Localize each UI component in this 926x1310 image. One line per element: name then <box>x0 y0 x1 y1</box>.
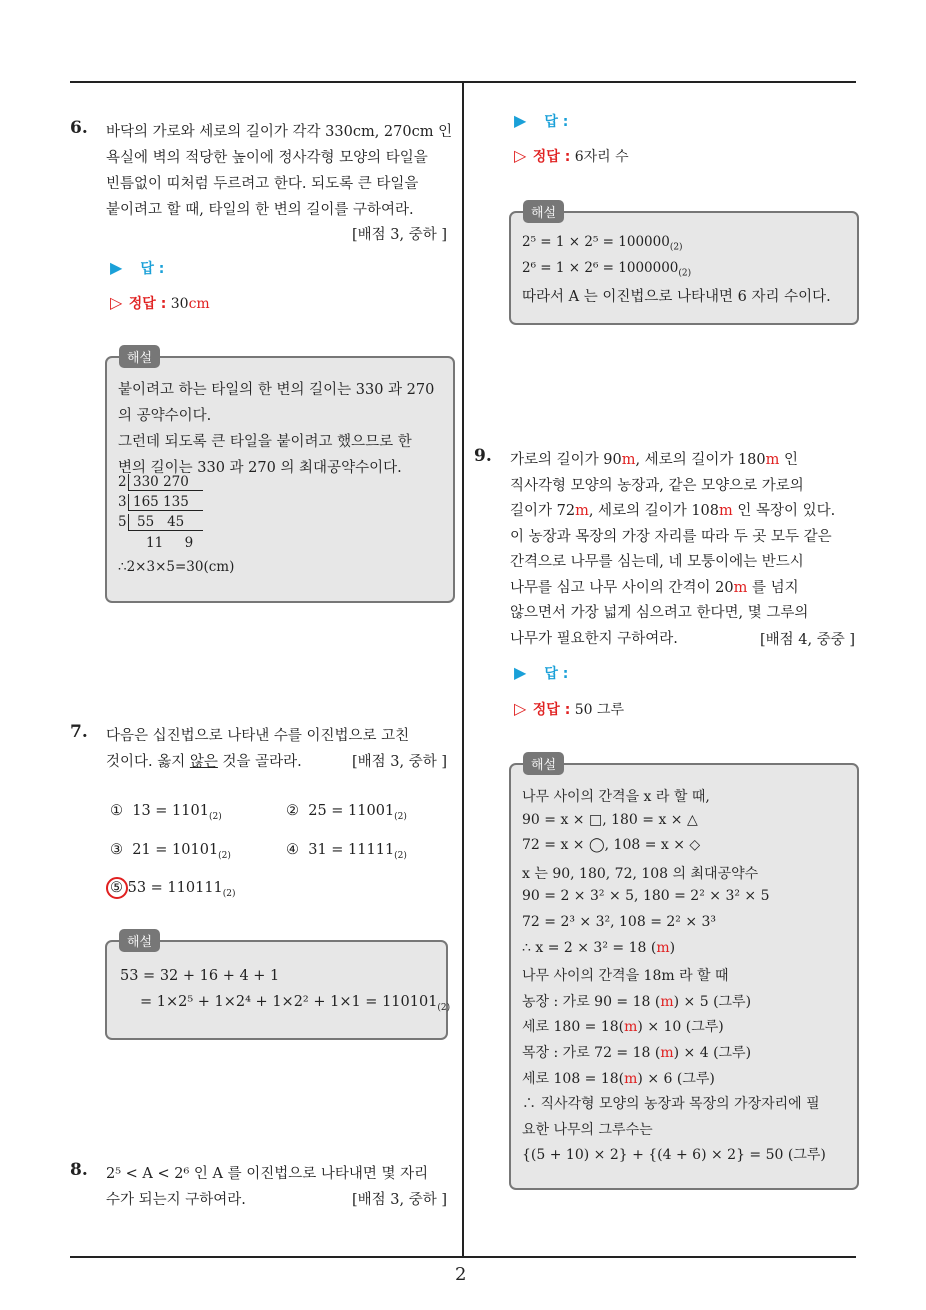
question-8-number: 8. <box>70 1160 88 1180</box>
explanation-line: 농장 : 가로 90 = 18 (m) × 5 (그루) <box>522 993 752 1010</box>
explanation-line: 요한 나무의 그루수는 <box>522 1121 653 1138</box>
explanation-line: 72 = 2³ × 3², 108 = 2² × 3³ <box>522 914 717 930</box>
question-7-text: 다음은 십진법으로 나타낸 수를 이진법으로 고친 <box>106 728 410 744</box>
explanation-line: 90 = x × □, 180 = x × △ <box>522 811 698 828</box>
question-9-line: 간격으로 나무를 심는데, 네 모퉁이에는 반드시 <box>510 554 804 570</box>
question-9-number: 9. <box>474 446 492 466</box>
explanation-line: 90 = 2 × 3² × 5, 180 = 2² × 3² × 5 <box>522 888 770 905</box>
play-icon: ▶ <box>110 258 123 277</box>
explanation-line: 목장 : 가로 72 = 18 (m) × 4 (그루) <box>522 1045 752 1061</box>
outline-triangle-icon: ▷ <box>110 293 123 312</box>
question-8-correct: ▷ 정답 : 6자리 수 <box>514 146 629 165</box>
question-6-text: 바닥의 가로와 세로의 길이가 각각 330cm, 270cm 인 <box>106 124 453 140</box>
question-8-text: 2⁵ < A < 2⁶ 인 A 를 이진법으로 나타내면 몇 자리 <box>106 1166 429 1182</box>
explanation-line: 의 공약수이다. <box>118 408 212 424</box>
explanation-tag: 해설 <box>119 345 160 368</box>
question-9-line: 나무를 심고 나무 사이의 간격이 20m 를 넘지 <box>510 579 799 596</box>
explanation-line: 그런데 되도록 큰 타일을 붙이려고 했으므로 한 <box>118 434 412 450</box>
question-6-text: 욕실에 벽의 적당한 높이에 정사각형 모양의 타일을 <box>106 150 428 166</box>
question-6-correct: ▷ 정답 : 30cm <box>110 293 210 312</box>
option-2[interactable]: ② $25 = 11001_{(2)}$ <box>286 803 407 822</box>
play-icon: ▶ <box>514 111 527 130</box>
outline-triangle-icon: ▷ <box>514 146 527 165</box>
bottom-rule <box>70 1256 856 1258</box>
page-number: 2 <box>455 1264 467 1285</box>
question-9-line: 이 농장과 목장의 가장 자리를 따라 두 곳 모두 같은 <box>510 528 832 545</box>
question-7-explanation <box>105 940 451 1040</box>
option-4[interactable]: ④ $31 = 11111_{(2)}$ <box>286 842 407 861</box>
explanation-tag: 해설 <box>119 929 160 952</box>
explanation-therefore: ∴2×3×5=30(cm) <box>118 559 235 575</box>
question-8-text: 수가 되는지 구하여라. <box>106 1192 246 1208</box>
explanation-tag: 해설 <box>523 200 564 223</box>
option-3[interactable]: ③ $21 = 10101_{(2)}$ <box>110 842 231 861</box>
explanation-line: 변의 길이는 330 과 270 의 최대공약수이다. <box>118 460 402 476</box>
question-9-line: 나무가 필요한지 구하여라. <box>510 630 678 647</box>
explanation-line: 나무 사이의 간격을 x 라 할 때, <box>522 789 710 805</box>
question-6-text: 붙이려고 할 때, 타일의 한 변의 길이를 구하여라. <box>106 202 414 218</box>
question-6-number: 6. <box>70 118 88 138</box>
explanation-line: ∴ 직사각형 모양의 농장과 목장의 가장자리에 필 <box>522 1096 820 1113</box>
question-9-correct: ▷ 정답 : 50 그루 <box>514 699 625 718</box>
question-9-line: 가로의 길이가 90m, 세로의 길이가 180m 인 <box>510 452 798 468</box>
explanation-line: x 는 90, 180, 72, 108 의 최대공약수 <box>522 865 759 882</box>
answer-circle-mark <box>106 877 128 899</box>
column-divider <box>462 81 464 1258</box>
explanation-line: 따라서 A 는 이진법으로 나타내면 6 자리 수이다. <box>522 289 831 305</box>
question-8-score: [배점 3, 중하 ] <box>352 1192 448 1208</box>
question-9-answer[interactable]: ▶ 답 : <box>514 663 569 682</box>
explanation-line: 72 = x × ◯, 108 = x × ◇ <box>522 837 701 854</box>
explanation-line: {(5 + 10) × 2} + {(4 + 6) × 2} = 50 (그루) <box>522 1147 826 1164</box>
question-6-answer[interactable]: ▶ 답 : <box>110 258 165 277</box>
question-7-number: 7. <box>70 722 88 742</box>
explanation-line: 붙이려고 하는 타일의 한 변의 길이는 330 과 270 <box>118 382 435 398</box>
explanation-line: ∴ x = 2 × 3² = 18 (m) <box>522 939 676 956</box>
question-8-answer[interactable]: ▶ 답 : <box>514 111 569 130</box>
question-9-line: 직사각형 모양의 농장과, 같은 모양으로 가로의 <box>510 477 804 494</box>
play-icon: ▶ <box>514 663 527 682</box>
question-6-score: [배점 3, 중하 ] <box>352 227 448 243</box>
question-9-score: [배점 4, 중중 ] <box>760 632 856 648</box>
explanation-line: 53 = 32 + 16 + 4 + 1 <box>120 968 280 984</box>
explanation-line: $2^5 = 1 \times 2^5 = 100000_{(2)}$ <box>522 234 683 253</box>
explanation-line: 세로 108 = 18(m) × 6 (그루) <box>522 1070 715 1087</box>
question-9-line: 않으면서 가장 넓게 심으려고 한다면, 몇 그루의 <box>510 605 809 621</box>
explanation-line: = $1\times 2^5 + 1\times 2^4 + 1\times 2^2 + 1\times 1 = 110101_{(2)}$ <box>140 994 451 1013</box>
explanation-tag: 해설 <box>523 752 564 775</box>
explanation-line: 나무 사이의 간격을 18m 라 할 때 <box>522 968 729 985</box>
option-5[interactable]: ⑤ $53 = 110111_{(2)}$ <box>110 880 236 899</box>
question-7-score: [배점 3, 중하 ] <box>352 754 448 770</box>
outline-triangle-icon: ▷ <box>514 699 527 718</box>
option-1[interactable]: ① $13 = 1101_{(2)}$ <box>110 803 222 822</box>
explanation-line: 세로 180 = 18(m) × 10 (그루) <box>522 1019 724 1036</box>
explanation-line: $2^6 = 1 \times 2^6 = 1000000_{(2)}$ <box>522 260 692 279</box>
question-9-line: 길이가 72m, 세로의 길이가 108m 인 목장이 있다. <box>510 503 836 519</box>
question-7-text: 것이다. 옳지 않은 것을 골라라. <box>106 754 302 770</box>
question-6-text: 빈틈없이 띠처럼 두르려고 한다. 되도록 큰 타일을 <box>106 176 419 192</box>
